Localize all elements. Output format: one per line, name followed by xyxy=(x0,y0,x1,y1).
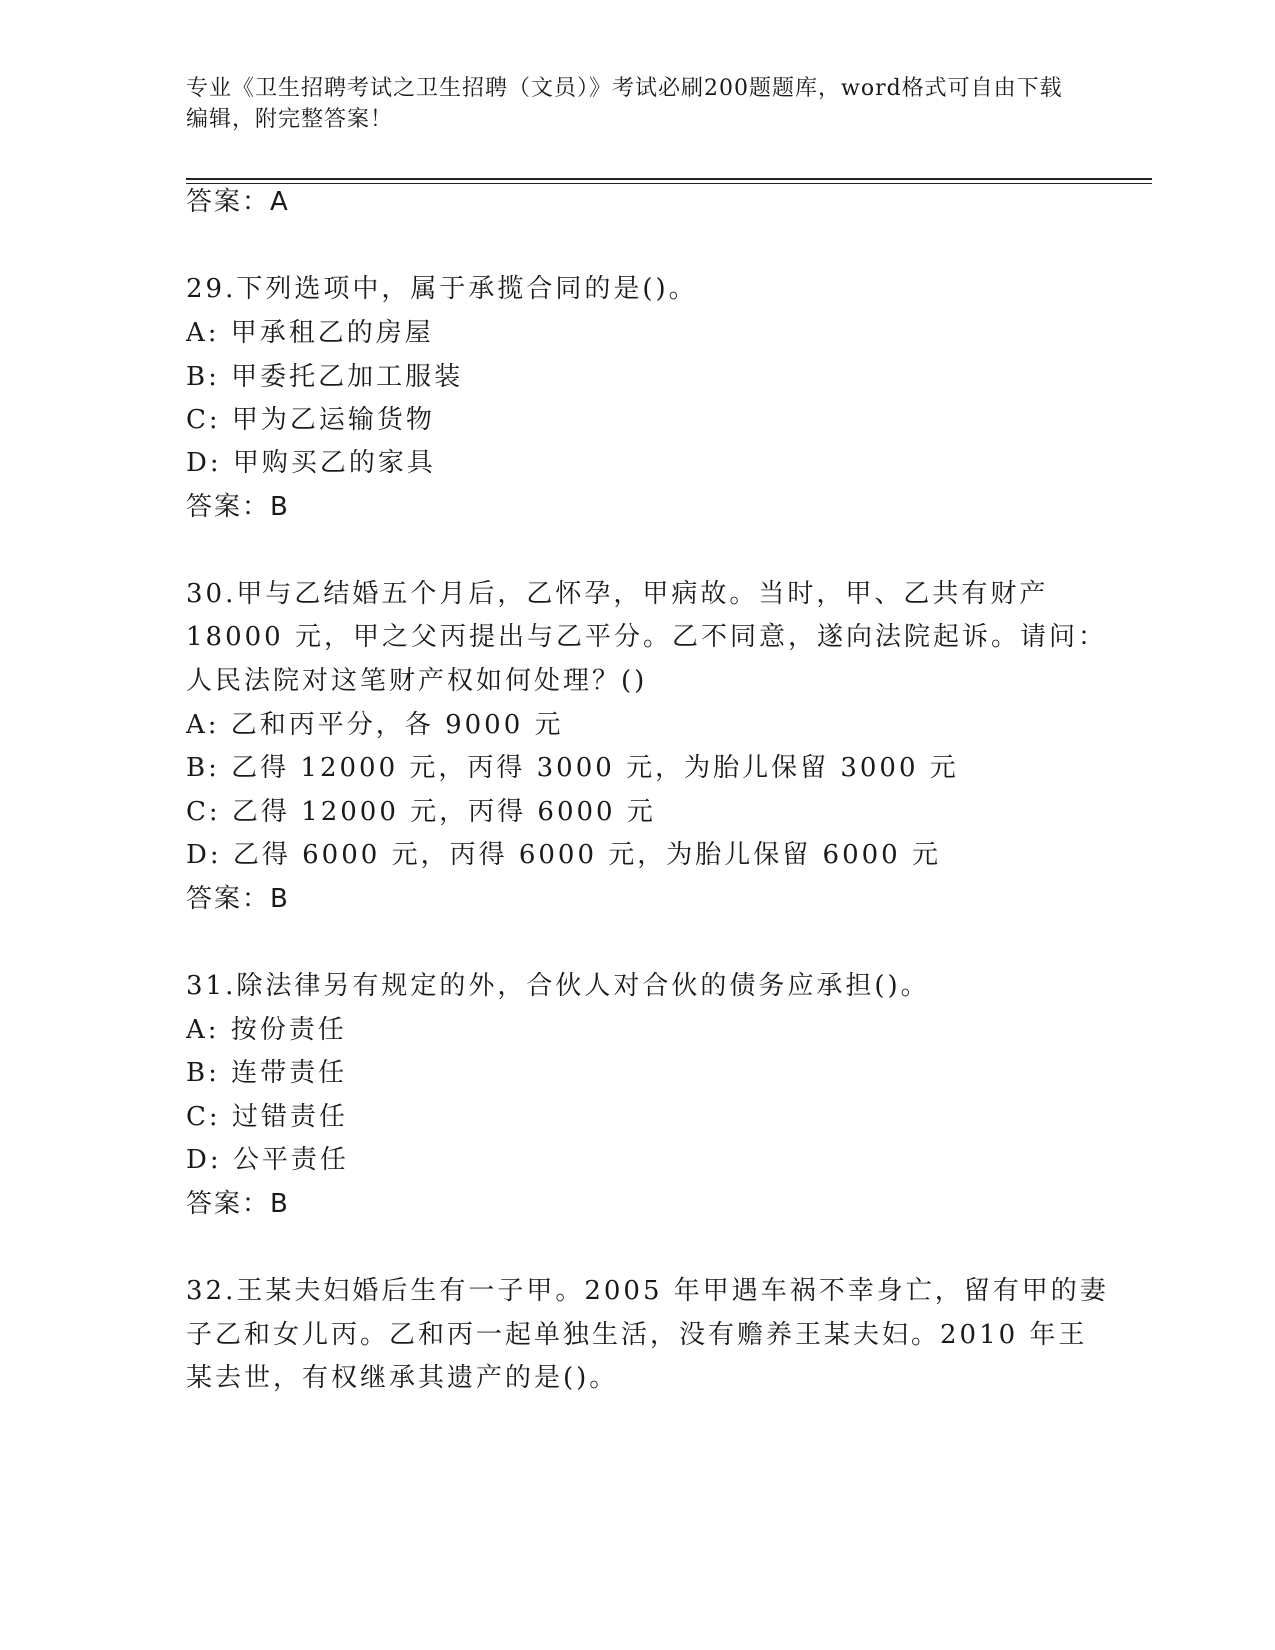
q31-option-a: A: 按份责任 xyxy=(186,1015,347,1045)
q30-option-d: D: 乙得 6000 元，丙得 6000 元，为胎儿保留 6000 元 xyxy=(186,840,941,870)
q29-option-b: B: 甲委托乙加工服装 xyxy=(186,362,464,392)
q30-option-c: C: 乙得 12000 元，丙得 6000 元 xyxy=(186,797,656,827)
q29-answer: 答案：B xyxy=(186,492,290,522)
header-rule-thick xyxy=(186,178,1152,180)
q30-option-b: B: 乙得 12000 元，丙得 3000 元，为胎儿保留 3000 元 xyxy=(186,753,959,783)
q30-stem-line-1: 30.甲与乙结婚五个月后，乙怀孕，甲病故。当时，甲、乙共有财产 xyxy=(186,579,1049,609)
q29-option-c: C: 甲为乙运输货物 xyxy=(186,405,435,435)
q32-stem-line-1: 32.王某夫妇婚后生有一子甲。2005 年甲遇车祸不幸身亡，留有甲的妻 xyxy=(186,1276,1109,1306)
q31-option-c: C: 过错责任 xyxy=(186,1102,348,1132)
q32-stem-line-3: 某去世，有权继承其遗产的是()。 xyxy=(186,1363,619,1393)
q30-stem-line-2: 18000 元，甲之父丙提出与乙平分。乙不同意，遂向法院起诉。请问： xyxy=(186,622,1107,652)
q29-stem: 29.下列选项中，属于承揽合同的是()。 xyxy=(186,274,698,304)
header-rule-thin xyxy=(186,183,1152,184)
q31-answer: 答案：B xyxy=(186,1189,290,1219)
q31-option-b: B: 连带责任 xyxy=(186,1058,348,1088)
q31-option-d: D: 公平责任 xyxy=(186,1145,349,1175)
q31-stem: 31.除法律另有规定的外，合伙人对合伙的债务应承担()。 xyxy=(186,971,930,1001)
q30-option-a: A: 乙和丙平分，各 9000 元 xyxy=(186,710,564,740)
q32-stem-line-2: 子乙和女儿丙。乙和丙一起单独生活，没有赡养王某夫妇。2010 年王 xyxy=(186,1320,1088,1350)
q29-option-d: D: 甲购买乙的家具 xyxy=(186,448,436,478)
answer-prev: 答案：A xyxy=(186,187,290,217)
document-header: 专业《卫生招聘考试之卫生招聘（文员）》考试必刷200题题库，word格式可自由下载编辑，附完整答案！ xyxy=(186,76,1063,132)
q30-answer: 答案：B xyxy=(186,884,290,914)
q30-stem-line-3: 人民法院对这笔财产权如何处理？() xyxy=(186,666,648,696)
q29-option-a: A: 甲承租乙的房屋 xyxy=(186,318,434,348)
